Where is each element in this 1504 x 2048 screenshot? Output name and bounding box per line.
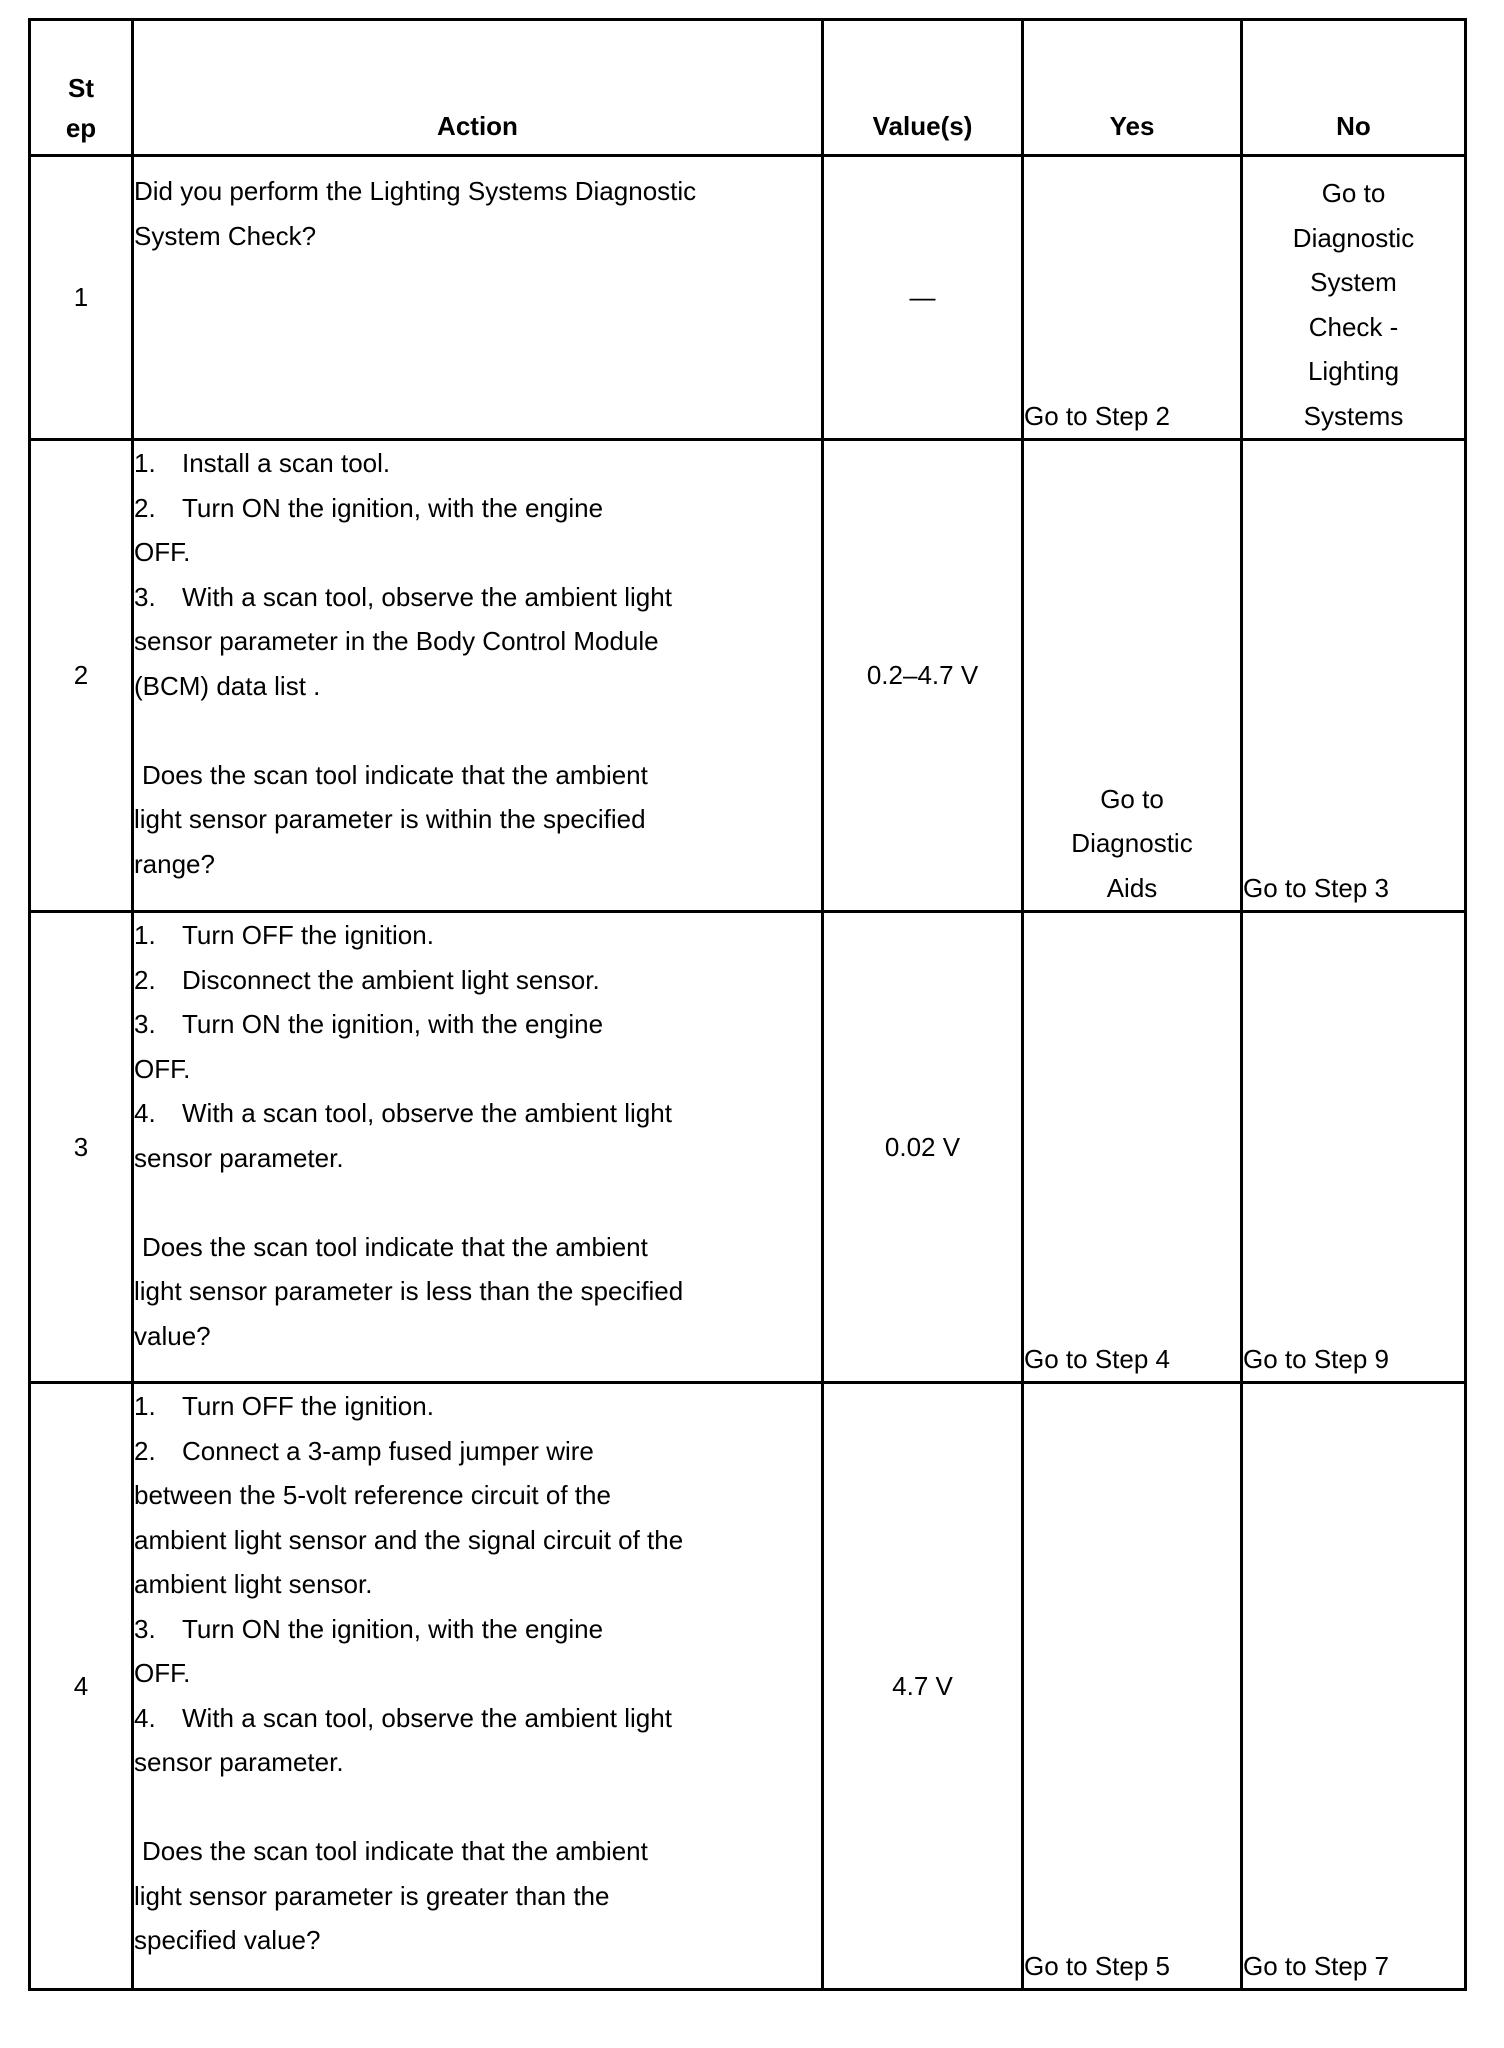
yes-go-to-step-5-link[interactable]: Go to Step 5 (1023, 1383, 1242, 1990)
no-go-to-step-7-link[interactable]: Go to Step 7 (1242, 1383, 1466, 1990)
action-question: specified value? (134, 1925, 321, 1955)
value-cell: 4.7 V (823, 1383, 1023, 1990)
action-item: 4. With a scan tool, observe the ambient light (134, 1098, 672, 1128)
diagnostic-table (28, 18, 1467, 1991)
action-item: 3. Turn ON the ignition, with the engine (134, 1009, 604, 1039)
action-item-continuation: ambient light sensor and the signal circuit of the (134, 1524, 684, 1555)
action-cell (133, 1383, 823, 1990)
no-line: Check - (1308, 311, 1399, 342)
action-item-continuation: between the 5-volt reference circuit of the (134, 1480, 611, 1510)
header-yes: Yes (1023, 20, 1242, 156)
action-question: range? (134, 848, 215, 879)
step-number: 1 (30, 156, 133, 440)
action-item-continuation: sensor parameter. (134, 1142, 344, 1173)
action-item-continuation: OFF. (134, 537, 191, 567)
header-no: No (1242, 20, 1466, 156)
action-item: 2. Connect a 3-amp fused jumper wire (134, 1435, 594, 1466)
action-item: 3. Turn ON the ignition, with the engine (134, 1613, 604, 1644)
header-action: Action (133, 20, 823, 156)
action-line: Did you perform the Lighting Systems Diagnostic (134, 176, 697, 206)
header-step-line2: ep (65, 113, 97, 143)
no-line: Systems (1303, 400, 1404, 431)
action-question: Does the scan tool indicate that the ambient (142, 1836, 648, 1866)
action-item-continuation: sensor parameter. (134, 1747, 344, 1777)
no-line: Go to (1321, 178, 1386, 208)
table-row-step-2 (30, 440, 1466, 912)
yes-go-to-step-4-link[interactable]: Go to Step 4 (1023, 912, 1242, 1383)
action-item-continuation: sensor parameter in the Body Control Module (134, 626, 659, 656)
action-question: light sensor parameter is greater than the (134, 1880, 610, 1911)
action-item: 1. Install a scan tool. (134, 448, 391, 478)
value-cell: — (823, 156, 1023, 440)
yes-line: Go to (1100, 783, 1164, 814)
action-cell (133, 156, 823, 440)
no-go-to-step-3-link[interactable]: Go to Step 3 (1242, 440, 1466, 912)
table-header-row (30, 20, 1466, 156)
action-question: Does the scan tool indicate that the ambient (142, 1231, 648, 1262)
header-step-line1: St (68, 73, 94, 103)
no-line: Lighting (1307, 356, 1400, 386)
action-item: 4. With a scan tool, observe the ambient light (134, 1702, 672, 1733)
header-values: Value(s) (823, 20, 1023, 156)
yes-go-to-step-2-link[interactable]: Go to Step 2 (1023, 156, 1242, 440)
no-line: Diagnostic (1292, 222, 1415, 253)
action-item: 1. Turn OFF the ignition. (134, 920, 434, 950)
yes-line: Diagnostic (1071, 828, 1193, 858)
action-item-continuation: ambient light sensor. (134, 1569, 373, 1599)
action-cell (133, 440, 823, 912)
table-row-step-3 (30, 912, 1466, 1383)
step-number: 3 (30, 912, 133, 1383)
action-item-continuation: OFF. (134, 1658, 191, 1688)
table-row-step-4 (30, 1383, 1466, 1990)
diagnostic-procedure-page (28, 18, 1464, 1991)
action-item: 1. Turn OFF the ignition. (134, 1391, 434, 1421)
no-line: System (1310, 267, 1397, 297)
action-question: light sensor parameter is within the specified (134, 804, 646, 834)
action-line: System Check? (134, 220, 317, 251)
header-step (30, 20, 133, 156)
yes-go-to-diagnostic-aids-link[interactable] (1023, 440, 1242, 912)
step-number: 4 (30, 1383, 133, 1990)
yes-line: Aids (1106, 872, 1158, 903)
no-go-to-diagnostic-system-check-link[interactable] (1242, 156, 1466, 440)
action-question: value? (134, 1320, 211, 1351)
table-row-step-1 (30, 156, 1466, 440)
action-cell (133, 912, 823, 1383)
action-question: Does the scan tool indicate that the ambient (142, 759, 648, 790)
no-go-to-step-9-link[interactable]: Go to Step 9 (1242, 912, 1466, 1383)
value-cell: 0.02 V (823, 912, 1023, 1383)
action-item: 2. Turn ON the ignition, with the engine (134, 492, 604, 523)
value-cell: 0.2–4.7 V (823, 440, 1023, 912)
action-item: 3. With a scan tool, observe the ambient light (134, 581, 672, 612)
action-item-continuation: (BCM) data list . (134, 670, 321, 701)
action-item-continuation: OFF. (134, 1053, 191, 1084)
action-question: light sensor parameter is less than the specified (134, 1276, 684, 1306)
action-item: 2. Disconnect the ambient light sensor. (134, 964, 600, 995)
step-number: 2 (30, 440, 133, 912)
